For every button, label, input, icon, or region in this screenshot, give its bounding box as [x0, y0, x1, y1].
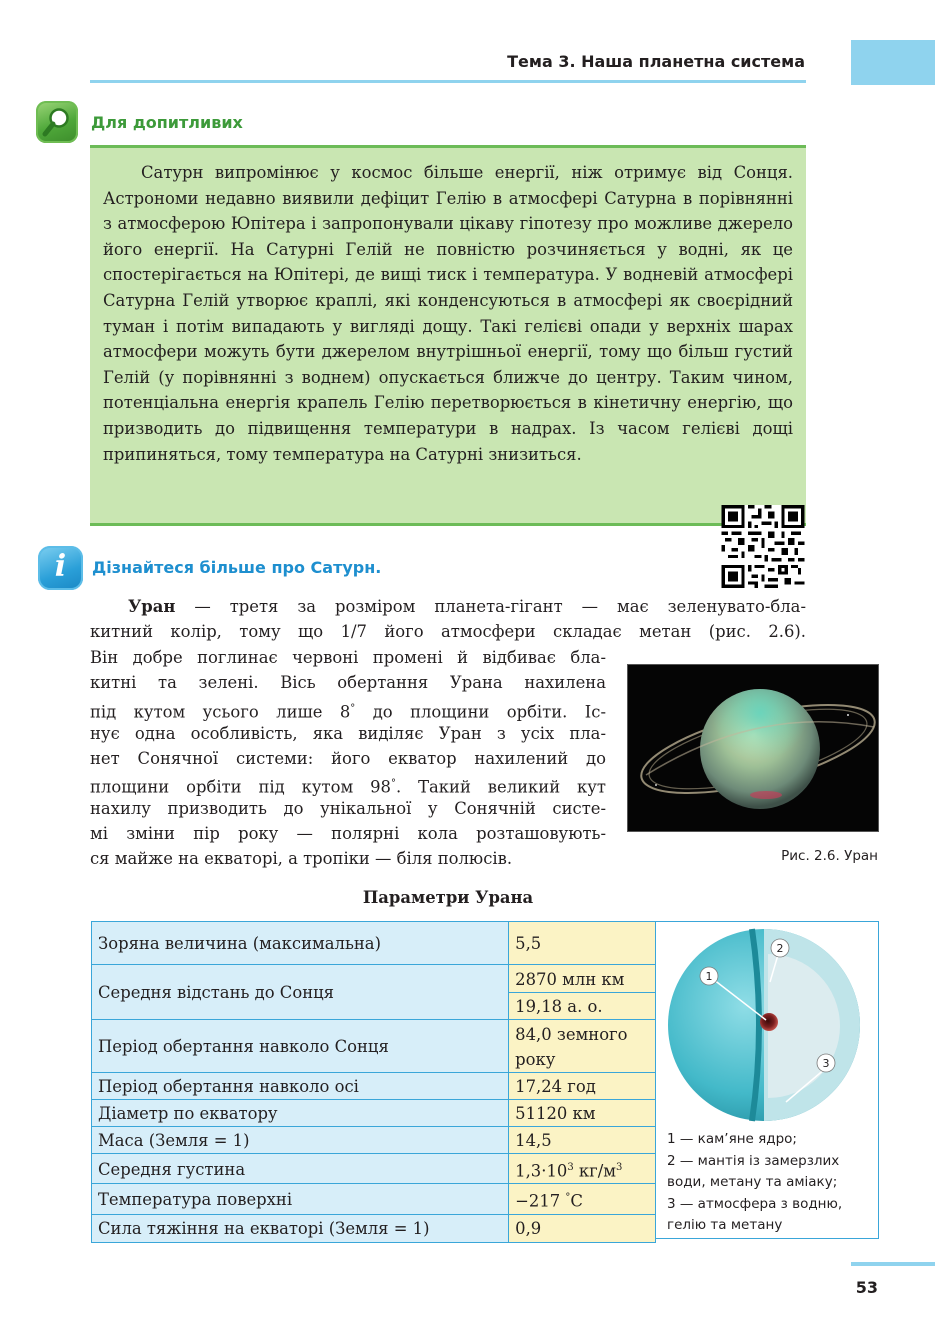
value-text: 1,3·10: [515, 1161, 568, 1181]
table-title: Параметри Урана: [362, 888, 534, 907]
body-line: нахилу призводить до унікальної у Сонячній систе-: [90, 799, 606, 818]
param-value: 51120 км: [509, 1100, 656, 1127]
param-name: Період обертання навколо Сонця: [92, 1020, 509, 1073]
uranus-cross-section: [656, 922, 879, 1127]
info-icon: i: [38, 546, 83, 590]
table-row: [92, 1214, 656, 1242]
table-row: [92, 1127, 656, 1154]
param-value: 5,5: [509, 922, 656, 965]
legend-item: 3 — атмосфера з водню,: [667, 1195, 843, 1212]
value-unit: кг/м: [573, 1161, 617, 1181]
header-title: Тема 3. Наша планетна система: [507, 52, 805, 71]
param-value: [509, 1154, 656, 1184]
param-name: Температура поверхні: [92, 1184, 509, 1214]
param-name: Зоряна величина (максимальна): [92, 922, 509, 965]
figure-caption: Рис. 2.6. Уран: [781, 848, 878, 864]
degree-sign: °: [565, 1192, 571, 1204]
marker-atmosphere: 3: [822, 1057, 830, 1070]
param-name: Період обертання навколо осі: [92, 1073, 509, 1100]
table-row: [92, 922, 656, 965]
param-value: 0,9: [509, 1214, 656, 1242]
body-text: . Такий великий кут: [395, 777, 606, 797]
value-exponent: 3: [567, 1162, 574, 1173]
legend-item: гелію та метану: [667, 1217, 783, 1233]
table-row: [92, 1100, 656, 1127]
param-name: Діаметр по екватору: [92, 1100, 509, 1127]
info-heading: Дізнайтеся більше про Сатурн.: [92, 558, 382, 577]
uranus-photo: [627, 664, 879, 832]
body-line: мі зміни пір року — полярні кола розташовують-: [90, 824, 606, 843]
param-name: Середня відстань до Сонця: [92, 965, 509, 1020]
body-line: [90, 594, 806, 619]
marker-mantle: 2: [776, 942, 784, 955]
table-row: [92, 1184, 656, 1214]
body-line: нет Сонячної системи: його екватор нахилений до: [90, 749, 606, 768]
body-text: під кутом усього лише 8: [90, 702, 351, 722]
param-value: 14,5: [509, 1127, 656, 1154]
body-line: китний колір, тому що 1/7 його атмосфери складає метан (рис. 2.6).: [90, 622, 806, 641]
unit-exponent: 3: [616, 1162, 623, 1173]
body-text: до площини орбіти. Іс-: [355, 702, 606, 722]
curious-heading: Для допитливих: [91, 113, 243, 132]
body-text: площини орбіти під кутом 98: [90, 777, 391, 797]
table-row: [92, 1154, 656, 1184]
body-line: ся майже на екваторі, а тропіки — біля полюсів.: [90, 849, 513, 868]
param-value: 17,24 год: [509, 1073, 656, 1100]
marker-core: 1: [705, 970, 713, 983]
param-value: 84,0 земного року: [509, 1020, 656, 1073]
page-corner-tab: [851, 40, 935, 85]
magnifier-icon: [36, 101, 78, 143]
diagram-legend: [667, 1129, 877, 1237]
qr-code[interactable]: [720, 505, 806, 588]
uranus-structure-diagram: [656, 921, 879, 1239]
body-line: нує одна особливість, яка виділяє Уран з усіх пла-: [90, 724, 606, 743]
param-name: Маса (Земля = 1): [92, 1127, 509, 1154]
table-row: [92, 1073, 656, 1100]
footer-rule: [851, 1262, 935, 1266]
legend-item: 1 — кам’яне ядро;: [667, 1131, 797, 1147]
param-name: Середня густина: [92, 1154, 509, 1184]
parameters-table: [91, 921, 656, 1243]
body-line: Він добре поглинає червоні промені й відбиває бла-: [90, 648, 606, 667]
page-number: 53: [855, 1278, 878, 1297]
body-line: китні та зелені. Вісь обертання Урана нахилена: [90, 673, 606, 692]
param-value: [509, 1184, 656, 1214]
legend-item: 2 — мантія із замерзлих: [667, 1152, 840, 1169]
body-text: — третя за розміром планета-гігант — має зеленувато-бла-: [175, 597, 806, 616]
term-uranus: Уран: [128, 597, 176, 616]
param-name: Сила тяжіння на екваторі (Земля = 1): [92, 1214, 509, 1242]
legend-item: води, метану та аміаку;: [667, 1174, 838, 1190]
curious-box: [90, 145, 806, 526]
curious-text: Сатурн випромінює у космос більше енергії, ніж отримує від Сонця. Астрономи недавно виявили дефіцит Гелію в атмосфері Сатурна в порівнянні з атмосферою Юпітера і запропонували цікаву гіпотезу про можливе джерело його енергії. На Сатурні Гелій не повністю розчиняється у водні, як це спостерігається на Юпітері, де вищі тиск і температура. У водневій атмосфері Сатурна Гелій утворює краплі, які конденсуються в атмосфері як своєрідний туман і потім випадають у вигляді дощу. Такі гелієві опади у верхніх шарах атмосфери можуть бути джерелом внутрішньої енергії, тому що більш густий Гелій (у порівнянні з воднем) опускається ближче до центру. Таким чином, потенціальна енергія крапель Гелію перетворюється в кінетичну енергію, що призводить до підвищення температури в надрах. Із часом гелієві дощі припиняться, тому температура на Сатурні знизиться.: [103, 163, 793, 464]
degree-sign: °: [390, 778, 396, 789]
header-rule: [90, 80, 806, 83]
value-text: −217: [515, 1191, 566, 1211]
param-value: 2870 млн км: [509, 965, 656, 993]
value-unit: С: [570, 1191, 583, 1211]
param-value: 19,18 а. о.: [509, 993, 656, 1020]
table-row: [92, 965, 656, 993]
degree-sign: °: [350, 703, 356, 714]
table-row: [92, 1020, 656, 1073]
